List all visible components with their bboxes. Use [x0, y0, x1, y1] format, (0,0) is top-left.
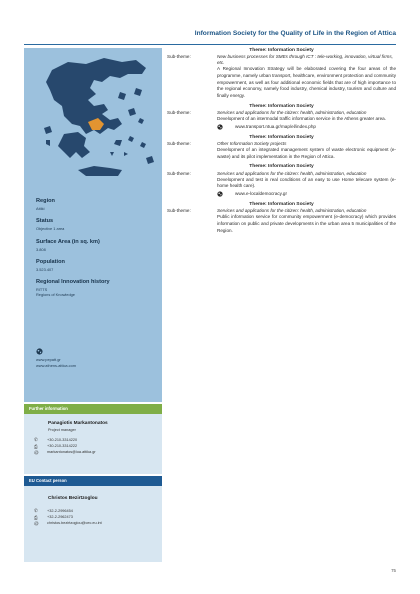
globe-icon [217, 191, 223, 197]
contact-phone: +30-210-3314220 [47, 438, 78, 443]
theme-web-row [217, 123, 396, 131]
region-sidebar [24, 48, 162, 402]
population-label: Population [36, 258, 65, 265]
theme-description: Development of an intermodal traffic information service in the Athens greater area. [217, 115, 386, 121]
eu-contact-name: Christos Bezirtzoglou [48, 496, 98, 501]
theme-title: Theme: Information Society [249, 134, 314, 140]
eu-contact-email[interactable]: christos.bezirtzoglou@cec.eu.int [47, 521, 102, 526]
eu-contact-heading: EU Contact person [24, 476, 162, 486]
subtheme-text: Other Information Society projects [217, 140, 287, 146]
subtheme-text: Services and applications for the citizen: health, administration, education [217, 170, 367, 176]
theme-entry [167, 164, 396, 198]
theme-title: Theme: Information Society [249, 201, 314, 207]
fax-icon: ⎙ [34, 514, 38, 520]
theme-web-row [217, 190, 396, 198]
page-number: 75 [391, 568, 396, 573]
region-facts [36, 198, 156, 298]
theme-title: Theme: Information Society [249, 48, 314, 53]
region-value: Attiki [36, 206, 45, 211]
contact-email-row [34, 449, 162, 455]
page-title: Information Society for the Quality of Life in the Region of Attica [194, 30, 396, 37]
theme-title: Theme: Information Society [249, 164, 314, 170]
history-label: Regional Innovation history [36, 279, 110, 286]
eu-contact-block [24, 476, 162, 562]
subtheme-text: New business processes for SMEs through ICT : tele-working, innovation, virtual firms, etc. [217, 54, 393, 66]
subtheme-text: Services and applications for the citizen: health, administration, education [217, 208, 367, 214]
subtheme-text: Services and applications for the citizen: health, administration, education [217, 109, 367, 115]
status-label: Status [36, 218, 54, 225]
contact-name: Panagiotis Markantonatos [48, 421, 108, 426]
theme-web-link[interactable]: www.transport.ntua.gr/map/el/index.php [235, 124, 316, 130]
header-rule [24, 44, 396, 45]
phone-icon: ✆ [34, 437, 38, 443]
theme-description: A Regional Innovation Strategy will be elaborated covering the four areas of the programme, namely urban transport, healthcare, environment protection and community empowerment, as well as four additional economic fields that are of high importance to the regional economy, namely food industry, chemical industry, tourism and culture and finally energy. [217, 66, 396, 98]
further-information-block [24, 404, 162, 474]
history-value-ritts: RITTS [36, 287, 48, 293]
email-icon: @ [34, 520, 39, 526]
subtheme-label: Sub-theme: [167, 109, 191, 115]
eu-email-row [34, 520, 162, 526]
contact-email[interactable]: markantonatos@ioa.attika.gr [47, 450, 96, 455]
subtheme-label: Sub-theme: [167, 170, 191, 176]
link-pepatt[interactable]: www.pepatt.gr [36, 357, 61, 362]
theme-entry [167, 202, 396, 234]
greece-map [24, 48, 162, 188]
subtheme-label: Sub-theme: [167, 208, 191, 214]
contact-role: Project manager [48, 428, 76, 432]
surface-label: Surface Area (in sq. km) [36, 238, 100, 245]
phone-icon: ✆ [34, 508, 38, 514]
region-label: Region [36, 198, 55, 204]
contact-fax: +30-210-3314222 [47, 444, 78, 449]
theme-entry [167, 48, 396, 100]
theme-entry [167, 104, 396, 131]
eu-contact-fax: +32-2-2962473 [47, 515, 73, 520]
theme-description: Development of an integrated management system of waste electronic equipment (e-waste) and its pilot implementation in the Region of Attica. [217, 146, 396, 159]
themes-column [162, 48, 396, 238]
subtheme-label: Sub-theme: [167, 140, 191, 146]
globe-icon [36, 348, 43, 355]
theme-description: Public information service for community empowerment (e-democracy) which provides information on public and private developments in the urban area 5 municipalities of the Region. [217, 214, 396, 233]
subtheme-label: Sub-theme: [167, 54, 191, 60]
sidebar-links [36, 348, 156, 369]
globe-icon [217, 124, 223, 130]
fax-icon: ⎙ [34, 443, 38, 449]
history-value-rok: Regions of Knowledge [36, 292, 75, 298]
surface-value: 3.808 [36, 246, 46, 252]
theme-title: Theme: Information Society [249, 103, 314, 109]
theme-description: Development and test in real conditions of an easy to use Home telecare system (e-home health care). [217, 176, 396, 189]
eu-contact-phone: +32-2-2996454 [47, 509, 73, 514]
link-athens-attica[interactable]: www.athens-attica.com [36, 362, 77, 368]
theme-web-link[interactable]: www.e-localdemocracy.gr [235, 191, 287, 197]
further-information-heading: Further information [24, 404, 162, 414]
email-icon: @ [34, 449, 39, 455]
status-value: Objective 1 area [36, 226, 65, 232]
theme-entry [167, 135, 396, 161]
population-value: 3.523.407 [36, 266, 54, 272]
